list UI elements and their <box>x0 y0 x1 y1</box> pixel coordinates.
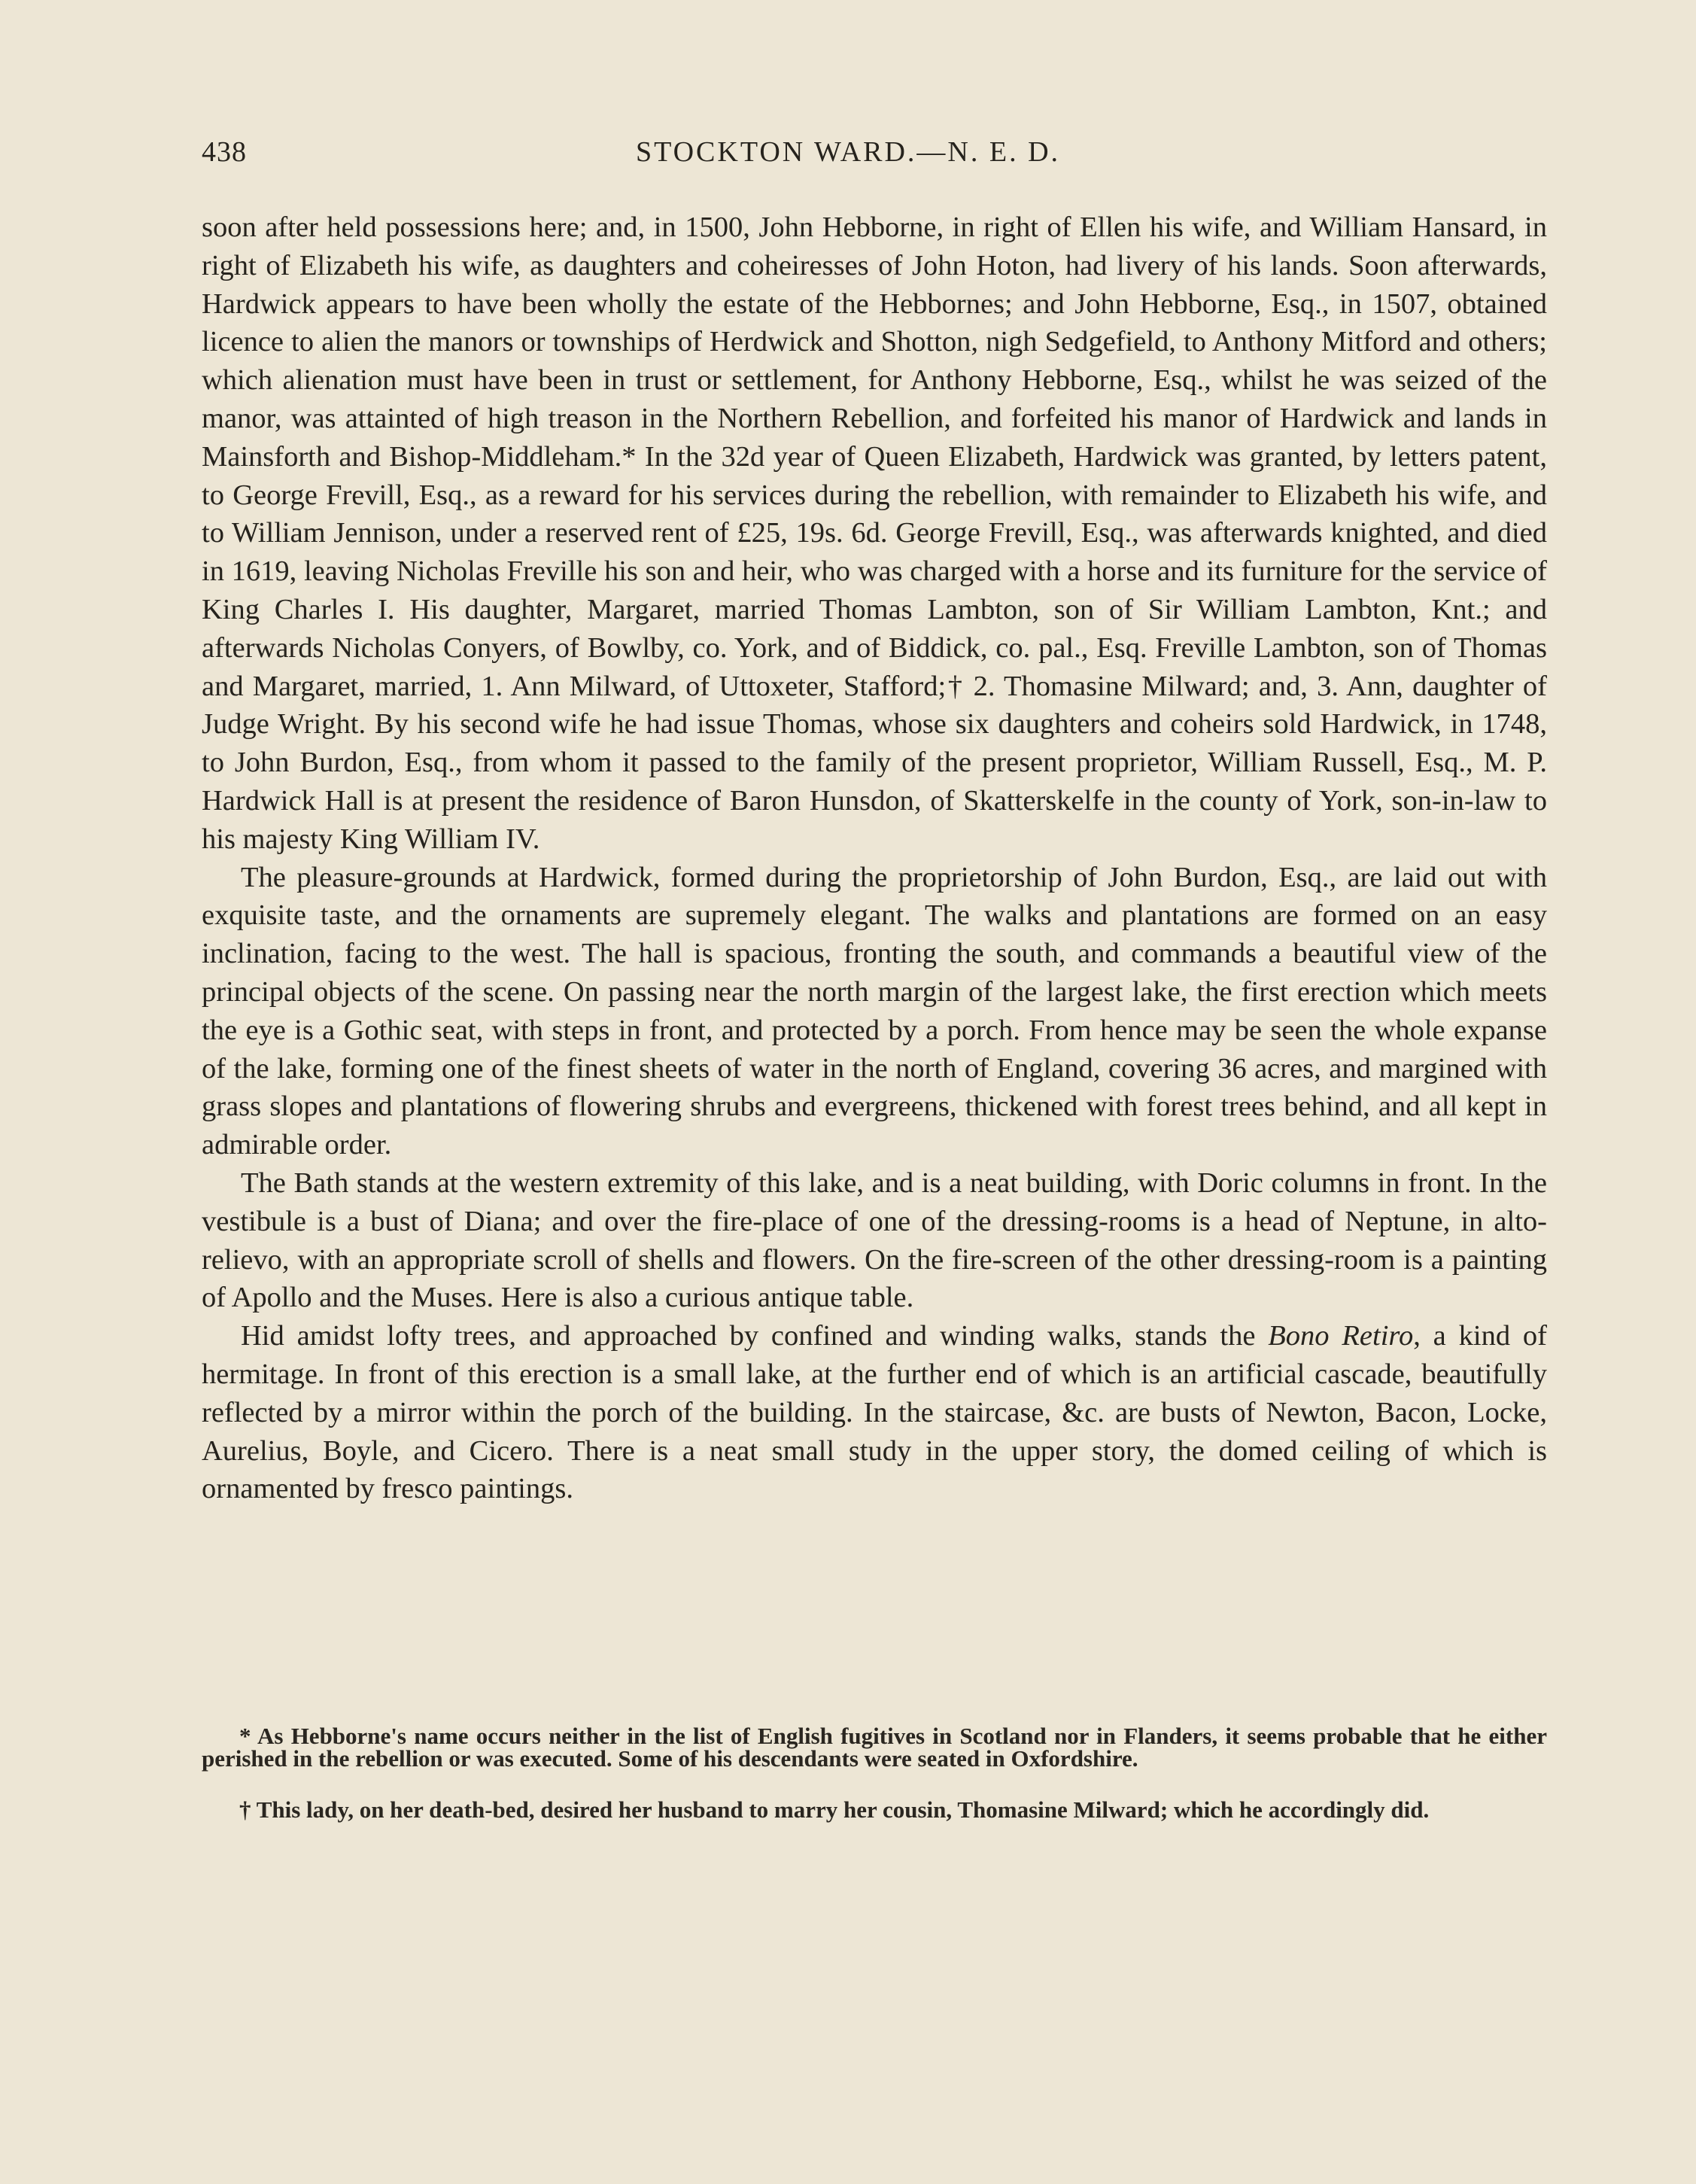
footnotes <box>202 1725 1547 1850</box>
footnote-dagger-mark: † <box>239 1796 251 1823</box>
footnote-asterisk-text: As Hebborne's name occurs neither in the list of English fugitives in Scotland nor in Flanders, it seems probable that he either perished in the rebellion or was executed. Some of his descendants were seated in Oxfordshire. <box>202 1723 1547 1772</box>
footnote-asterisk <box>202 1725 1547 1770</box>
bono-retiro-intro: Hid amidst lofty trees, and approached by confined and winding walks, stands the <box>241 1320 1269 1352</box>
bono-retiro-description: , a kind of hermitage. In front of this erection is a small lake, at the further end of which is an artificial cascade, beautifully reflected by a mirror within the porch of the building. In the staircase, &c. are busts of Newton, Bacon, Locke, Aurelius, Boyle, and Cicero. There is a neat small study in the upper story, the domed ceiling of which is ornamented by fresco paintings. <box>202 1320 1547 1505</box>
footnote-asterisk-mark: * <box>239 1723 251 1749</box>
footnote-dagger <box>202 1796 1547 1823</box>
paragraph-bath: The Bath stands at the western extremity of this lake, and is a neat building, with Doric columns in front. In the vestibule is a bust of Diana; and over the fire-place of one of the dressing-rooms is a head of Neptune, in alto-relievo, with an appropriate scroll of shells and flowers. On the fire-screen of the other dressing-room is a painting of Apollo and the Muses. Here is also a curious antique table. <box>202 1167 1547 1314</box>
body-text <box>202 208 1547 1508</box>
footnote-dagger-text: This lady, on her death-bed, desired her husband to marry her cousin, Thomasine Milward; which he accordingly did. <box>256 1796 1430 1823</box>
paragraph-pleasure-grounds: The pleasure-grounds at Hardwick, formed during the proprietorship of John Burdon, Esq., are laid out with exquisite taste, and the ornaments are supremely elegant. The walks and plantations are formed on an easy inclination, facing to the west. The hall is spacious, fronting the south, and commands a beautiful view of the principal objects of the scene. On passing near the north margin of the largest lake, the first erection which meets the eye is a Gothic seat, with steps in front, and protected by a porch. From hence may be seen the whole expanse of the lake, forming one of the finest sheets of water in the north of England, covering 36 acres, and margined with grass slopes and plantations of flowering shrubs and evergreens, thickened with forest trees behind, and all kept in admirable order. <box>202 861 1547 1161</box>
running-title: STOCKTON WARD.—N. E. D. <box>635 136 1061 168</box>
bono-retiro-name: Bono Retiro <box>1268 1320 1414 1352</box>
paragraph-hardwick-history: soon after held possessions here; and, in 1500, John Hebborne, in right of Ellen his wife, and William Hansard, in right of Elizabeth his wife, as daughters and coheiresses of John Hoton, had livery of his lands. Soon afterwards, Hardwick appears to have been wholly the estate of the Hebbornes; and John Hebborne, Esq., in 1507, obtained licence to alien the manors or townships of Herdwick and Shotton, nigh Sedgefield, to Anthony Mitford and others; which alienation must have been in trust or settlement, for Anthony Hebborne, Esq., whilst he was seized of the manor, was attainted of high treason in the Northern Rebellion, and forfeited his manor of Hardwick and lands in Mainsforth and Bishop-Middleham.* In the 32d year of Queen Elizabeth, Hardwick was granted, by letters patent, to George Frevill, Esq., as a reward for his services during the rebellion, with remainder to Elizabeth his wife, and to William Jennison, under a reserved rent of £25, 19s. 6d. George Frevill, Esq., was afterwards knighted, and died in 1619, leaving Nicholas Freville his son and heir, who was charged with a horse and its furniture for the service of King Charles I. His daughter, Margaret, married Thomas Lambton, son of Sir William Lambton, Knt.; and afterwards Nicholas Conyers, of Bowlby, co. York, and of Biddick, co. pal., Esq. Freville Lambton, son of Thomas and Margaret, married, 1. Ann Milward, of Uttoxeter, Stafford;† 2. Thomasine Milward; and, 3. Ann, daughter of Judge Wright. By his second wife he had issue Thomas, whose six daughters and coheirs sold Hardwick, in 1748, to John Burdon, Esq., from whom it passed to the family of the present proprietor, William Russell, Esq., M. P. Hardwick Hall is at present the residence of Baron Hunsdon, of Skatterskelfe in the county of York, son-in-law to his majesty King William IV. <box>202 211 1547 855</box>
paragraph-bono-retiro <box>202 1317 1547 1508</box>
page-number: 438 <box>202 136 247 168</box>
